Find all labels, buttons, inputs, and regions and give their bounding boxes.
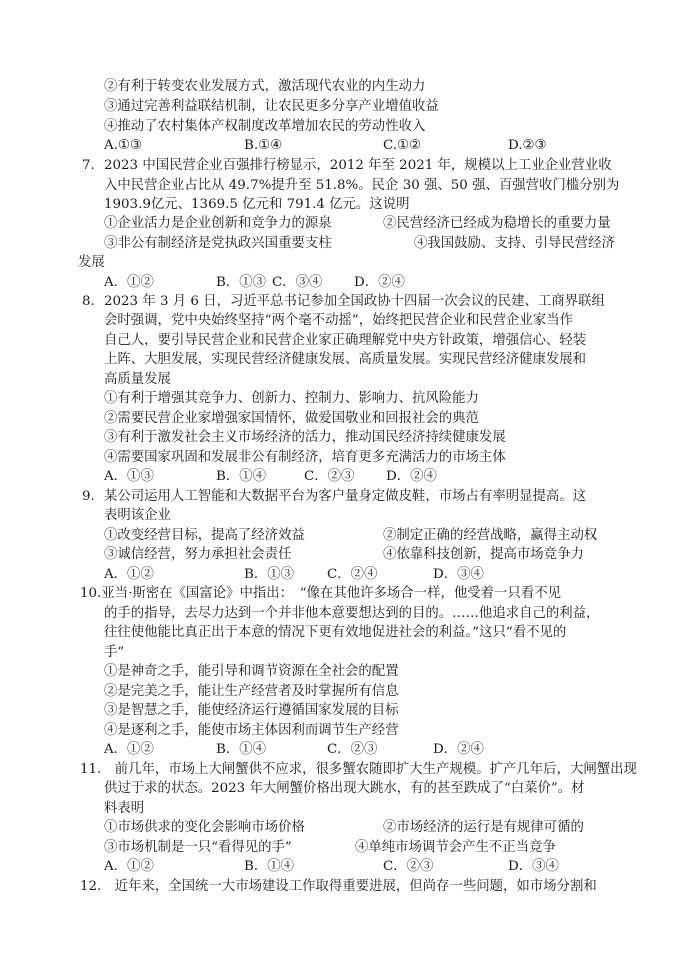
q8-option-b: B．①④ <box>216 469 267 484</box>
q10-stem-line-2: 的手的指导，去尽力达到一个并非他本意要想达到的目的。……他追求自己的利益， <box>104 606 600 621</box>
q11-statement-2: ②市场经济的运行是有规律可循的 <box>383 820 584 835</box>
q7-stem-line-1: 2023 中国民营企业百强排行榜显示，2012 年至 2021 年，规模以上工业企业营业收 <box>104 158 612 173</box>
q6-statement-3: ③通过完善利益联结机制，让农民更多分享产业增值收益 <box>104 99 439 114</box>
q9-option-c: C．②④ <box>327 567 378 582</box>
q9-option-b: B．①③ <box>244 567 295 582</box>
q10-option-a: A．①② <box>104 742 154 757</box>
q8-statement-3: ③有利于激发社会主义市场经济的活力，推动国民经济持续健康发展 <box>104 430 506 445</box>
q6-option-c: C.①② <box>383 138 422 153</box>
q7-option-a: A．①② <box>104 275 154 290</box>
q7-statement-2: ②民营经济已经成为稳增长的重要力量 <box>383 216 611 231</box>
q11-statement-3: ③市场机制是一只“看得见的手” <box>104 840 292 855</box>
q9-statement-1: ①改变经营目标，提高了经济效益 <box>104 528 305 543</box>
q9-stem-line-1: 某公司运用人工智能和大数据平台为客户量身定做皮鞋，市场占有率明显提高。这 <box>104 489 587 504</box>
q11-stem-line-1: 11. 前几年，市场上大闸蟹供不应求，很多蟹农随即扩大生产规模。扩产几年后，大闸蟹出现 <box>80 762 637 777</box>
q7-statement-3: ③非公有制经济是党执政兴国重要支柱 <box>104 236 332 251</box>
q6-statement-2: ②有利于转变农业发展方式，激活现代农业的内生动力 <box>104 79 426 94</box>
q11-option-a: A．①② <box>104 859 154 874</box>
q7-statement-4-cont: 发展 <box>78 255 105 270</box>
q6-option-b: B.①④ <box>244 138 283 153</box>
q10-stem-line-4: 手” <box>104 645 125 660</box>
q10-stem-line-1: 10.亚当·斯密在《国富论》中指出： “像在其他许多场合一样，他受着一只看不见 <box>80 586 561 601</box>
q8-number: 8. <box>82 294 95 309</box>
q11-option-b: B．①④ <box>244 859 295 874</box>
q10-statement-2: ②是完美之手，能让生产经营者及时掌握所有信息 <box>104 684 399 699</box>
q10-statement-4: ④是逐利之手，能使市场主体因利而调节生产经营 <box>104 723 399 738</box>
q8-stem-line-1: 2023 年 3 月 6 日，习近平总书记参加全国政协十四届一次会议的民建、工商界联组 <box>104 294 605 309</box>
q7-statement-1: ①企业活力是企业创新和竞争力的源泉 <box>104 216 332 231</box>
q9-statement-2: ②制定正确的经营战略，赢得主动权 <box>383 528 598 543</box>
q8-statement-1: ①有利于增强其竞争力、创新力、控制力、影响力、抗风险能力 <box>104 391 479 406</box>
q10-option-d: D．②④ <box>433 742 484 757</box>
q9-statement-3: ③诚信经营，努力承担社会责任 <box>104 547 292 562</box>
q8-stem-line-3: 自己人，要引导民营企业和民营企业家正确理解党中央方针政策，增强信心、轻装 <box>104 333 587 348</box>
q11-stem-line-2: 供过于求的状态。2023 年大闸蟹价格出现大跳水，有的甚至跌成了“白菜价”。材 <box>104 781 585 796</box>
q10-stem-line-3: 往往使他能比真正出于本意的情况下更有效地促进社会的利益。”这只“看不见的 <box>104 625 567 640</box>
q8-stem-line-2: 会时强调，党中央始终坚持“两个毫不动摇”，始终把民营企业和民营企业家当作 <box>104 313 573 328</box>
q11-stem-line-3: 料表明 <box>104 801 145 816</box>
q10-option-c: C．②③ <box>327 742 378 757</box>
q6-statement-4: ④推动了农村集体产权制度改革增加农民的劳动性收入 <box>104 119 426 134</box>
q6-option-d: D.②③ <box>508 138 547 153</box>
q9-option-d: D．③④ <box>433 567 484 582</box>
q10-statement-3: ③是智慧之手，能使经济运行遵循国家发展的目标 <box>104 703 399 718</box>
q11-statement-1: ①市场供求的变化会影响市场价格 <box>104 820 305 835</box>
q7-option-b: B．①③ <box>216 275 267 290</box>
q9-option-a: A．①② <box>104 567 154 582</box>
q9-stem-line-2: 表明该企业 <box>104 508 171 523</box>
q9-number: 9. <box>82 489 95 504</box>
q11-statement-4: ④单纯市场调节会产生不正当竞争 <box>355 840 556 855</box>
q11-option-c: C．②③ <box>383 859 434 874</box>
q8-option-a: A．①③ <box>104 469 154 484</box>
q7-number: 7. <box>82 158 95 173</box>
q8-stem-line-5: 高质量发展 <box>104 372 171 387</box>
q8-statement-4: ④需要国家巩固和发展非公有制经济，培育更多充满活力的市场主体 <box>104 450 506 465</box>
q7-statement-4: ④我国鼓励、支持、引导民营经济 <box>414 236 615 251</box>
q7-option-c: C．③④ <box>272 275 323 290</box>
q8-statement-2: ②需要民营企业家增强家国情怀，做爱国敬业和回报社会的典范 <box>104 411 479 426</box>
q8-stem-line-4: 上阵、大胆发展，实现民营经济健康发展、高质量发展。实现民营经济健康发展和 <box>104 352 587 367</box>
q7-stem-line-2: 入中民营企业占比从 49.7%提升至 51.8%。民企 30 强、50 强、百强营收门槛分别为 <box>104 178 620 193</box>
q7-stem-line-3: 1903.9亿元、1369.5 亿元和 791.4 亿元。这说明 <box>104 197 410 212</box>
q8-option-c: C．②③ <box>304 469 355 484</box>
q12-stem-line-1: 12. 近年来，全国统一大市场建设工作取得重要进展，但尚存一些问题，如市场分割和 <box>80 879 597 894</box>
q10-option-b: B．①④ <box>216 742 267 757</box>
q7-option-d: D．②④ <box>354 275 405 290</box>
q10-statement-1: ①是神奇之手，能引导和调节资源在全社会的配置 <box>104 664 399 679</box>
q11-option-d: D．③④ <box>508 859 559 874</box>
q9-statement-4: ④依靠科技创新，提高市场竞争力 <box>383 547 584 562</box>
q6-option-a: A.①③ <box>104 138 142 153</box>
q8-option-d: D．②④ <box>386 469 437 484</box>
